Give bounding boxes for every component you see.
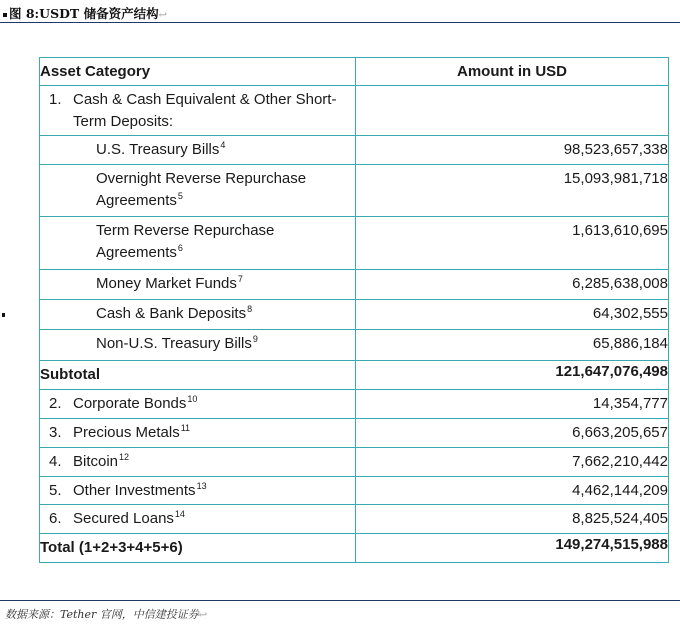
asset-row bbox=[40, 270, 669, 300]
row-number: 6. bbox=[49, 510, 62, 527]
asset-label: Precious Metals bbox=[73, 424, 180, 441]
asset-amount: 14,354,777 bbox=[356, 390, 669, 419]
row-number: 2. bbox=[49, 395, 62, 412]
footnote-ref: 4 bbox=[220, 140, 226, 150]
asset-row bbox=[40, 330, 669, 361]
asset-amount: 7,662,210,442 bbox=[356, 448, 669, 477]
top-rule bbox=[0, 22, 680, 23]
asset-label: Overnight Reverse Repurchase Agreements bbox=[96, 170, 307, 209]
asset-amount: 1,613,610,695 bbox=[356, 217, 669, 270]
total-label: Total (1+2+3+4+5+6) bbox=[40, 534, 356, 563]
asset-amount: 98,523,657,338 bbox=[356, 136, 669, 165]
total-row bbox=[40, 534, 669, 563]
asset-label: U.S. Treasury Bills bbox=[96, 141, 220, 158]
asset-label: Non-U.S. Treasury Bills bbox=[96, 335, 252, 352]
figure-title bbox=[3, 4, 167, 22]
footnote-ref: 10 bbox=[187, 394, 198, 404]
asset-label: Other Investments bbox=[73, 482, 196, 499]
cash-group-label: Cash & Cash Equivalent & Other Short-Term Deposits: bbox=[73, 91, 337, 130]
asset-row bbox=[40, 477, 669, 505]
footnote-ref: 7 bbox=[237, 274, 243, 284]
row-number: 3. bbox=[49, 424, 62, 441]
asset-label: Bitcoin bbox=[73, 453, 119, 470]
header-row bbox=[40, 58, 669, 86]
bullet-icon bbox=[3, 13, 7, 17]
header-category: Asset Category bbox=[40, 58, 356, 86]
footnote-ref: 6 bbox=[177, 243, 183, 253]
footnote-ref: 12 bbox=[119, 452, 130, 462]
margin-marker bbox=[2, 313, 5, 317]
footnote-ref: 13 bbox=[196, 481, 207, 491]
asset-amount: 6,663,205,657 bbox=[356, 419, 669, 448]
asset-row bbox=[40, 448, 669, 477]
asset-amount: 15,093,981,718 bbox=[356, 165, 669, 217]
asset-label: Secured Loans bbox=[73, 510, 174, 527]
asset-amount: 65,886,184 bbox=[356, 330, 669, 361]
subtotal-label: Subtotal bbox=[40, 361, 356, 390]
total-amount: 149,274,515,988 bbox=[356, 534, 669, 563]
asset-label: Cash & Bank Deposits bbox=[96, 305, 247, 322]
source-note bbox=[5, 606, 207, 622]
asset-amount: 8,825,524,405 bbox=[356, 505, 669, 534]
asset-label: Money Market Funds bbox=[96, 275, 237, 292]
row-number: 5. bbox=[49, 482, 62, 499]
header-amount: Amount in USD bbox=[356, 58, 669, 86]
asset-label: Term Reverse Repurchase Agreements bbox=[96, 222, 275, 261]
paragraph-mark-icon: ↩ bbox=[158, 10, 167, 21]
asset-label: Corporate Bonds bbox=[73, 395, 187, 412]
row-number: 1. bbox=[49, 91, 62, 108]
asset-row bbox=[40, 217, 669, 270]
footnote-ref: 11 bbox=[180, 423, 191, 433]
subtotal-amount: 121,647,076,498 bbox=[356, 361, 669, 390]
figure-title-text: 图 8:USDT 储备资产结构 bbox=[9, 6, 159, 21]
asset-amount: 6,285,638,008 bbox=[356, 270, 669, 300]
footnote-ref: 5 bbox=[177, 191, 183, 201]
asset-row bbox=[40, 165, 669, 217]
asset-row bbox=[40, 136, 669, 165]
row-number: 4. bbox=[49, 453, 62, 470]
asset-row bbox=[40, 300, 669, 330]
footnote-ref: 9 bbox=[252, 334, 258, 344]
asset-row bbox=[40, 390, 669, 419]
bottom-rule bbox=[0, 600, 680, 601]
source-text: 数据来源：Tether 官网，中信建投证券 bbox=[5, 608, 199, 621]
asset-row bbox=[40, 505, 669, 534]
asset-table bbox=[39, 57, 669, 563]
asset-amount: 64,302,555 bbox=[356, 300, 669, 330]
asset-row bbox=[40, 419, 669, 448]
footnote-ref: 14 bbox=[174, 509, 185, 519]
footnote-ref: 8 bbox=[247, 304, 253, 314]
asset-amount: 4,462,144,209 bbox=[356, 477, 669, 505]
subtotal-row bbox=[40, 361, 669, 390]
cash-group-row bbox=[40, 86, 669, 136]
paragraph-mark-icon: ↩ bbox=[198, 610, 208, 621]
